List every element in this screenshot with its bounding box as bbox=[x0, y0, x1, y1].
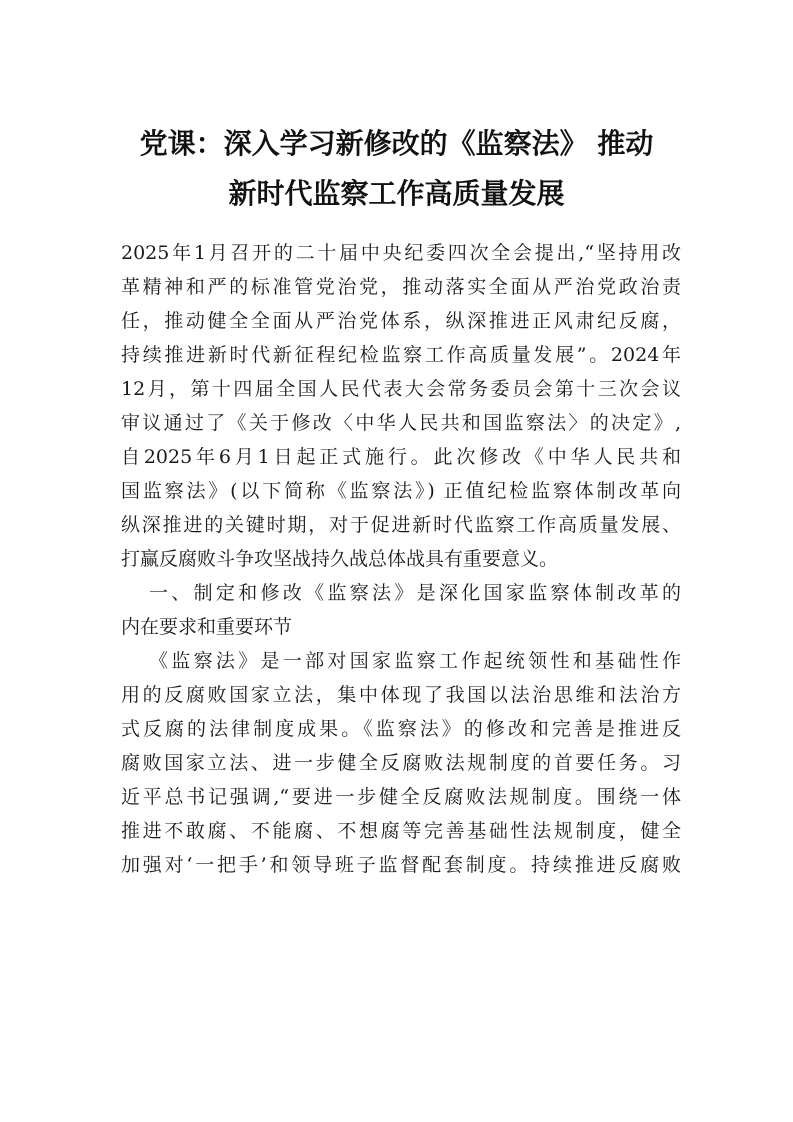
body-line: 近平总书记强调,“要进一步健全反腐败法规制度。围绕一体 bbox=[121, 786, 681, 808]
body-line: 持续推进新时代新征程纪检监察工作高质量发展”。2024年 bbox=[121, 344, 681, 366]
body-line: 式反腐的法律制度成果。《监察法》的修改和完善是推进反 bbox=[121, 718, 681, 740]
section-heading-line: 一、制定和修改《监察法》是深化国家监察体制改革的 bbox=[149, 582, 681, 604]
document-title-line-1: 党课：深入学习新修改的《监察法》 推动 bbox=[139, 127, 654, 160]
document-body bbox=[121, 236, 681, 882]
body-line: 打赢反腐败斗争攻坚战持久战总体战具有重要意义。 bbox=[121, 548, 559, 570]
body-line: 推进不敢腐、不能腐、不想腐等完善基础性法规制度，健全 bbox=[121, 820, 681, 842]
body-line: 国监察法》(以下简称《监察法》) 正值纪检监察体制改革向 bbox=[121, 480, 681, 502]
body-line: 腐败国家立法、进一步健全反腐败法规制度的首要任务。习 bbox=[121, 752, 681, 774]
body-line: 加强对‘一把手’和领导班子监督配套制度。持续推进反腐败 bbox=[121, 854, 681, 876]
document-title-line-2: 新时代监察工作高质量发展 bbox=[228, 177, 565, 210]
body-line: 2025年1月召开的二十届中央纪委四次全会提出,“坚持用改 bbox=[121, 242, 681, 264]
body-line: 自2025年6月1日起正式施行。此次修改《中华人民共和 bbox=[121, 446, 681, 468]
body-line: 审议通过了《关于修改〈中华人民共和国监察法〉的决定》, bbox=[121, 412, 681, 434]
body-line: 《监察法》是一部对国家监察工作起统领性和基础性作 bbox=[149, 650, 681, 672]
body-line: 革精神和严的标准管党治党，推动落实全面从严治党政治责 bbox=[121, 276, 681, 298]
body-line: 12月，第十四届全国人民代表大会常务委员会第十三次会议 bbox=[121, 378, 681, 400]
body-line: 用的反腐败国家立法，集中体现了我国以法治思维和法治方 bbox=[121, 684, 681, 706]
body-line: 纵深推进的关键时期，对于促进新时代监察工作高质量发展、 bbox=[121, 514, 681, 536]
section-heading-line: 内在要求和重要环节 bbox=[121, 616, 293, 638]
body-line: 任，推动健全全面从严治党体系，纵深推进正风肃纪反腐， bbox=[121, 310, 681, 332]
